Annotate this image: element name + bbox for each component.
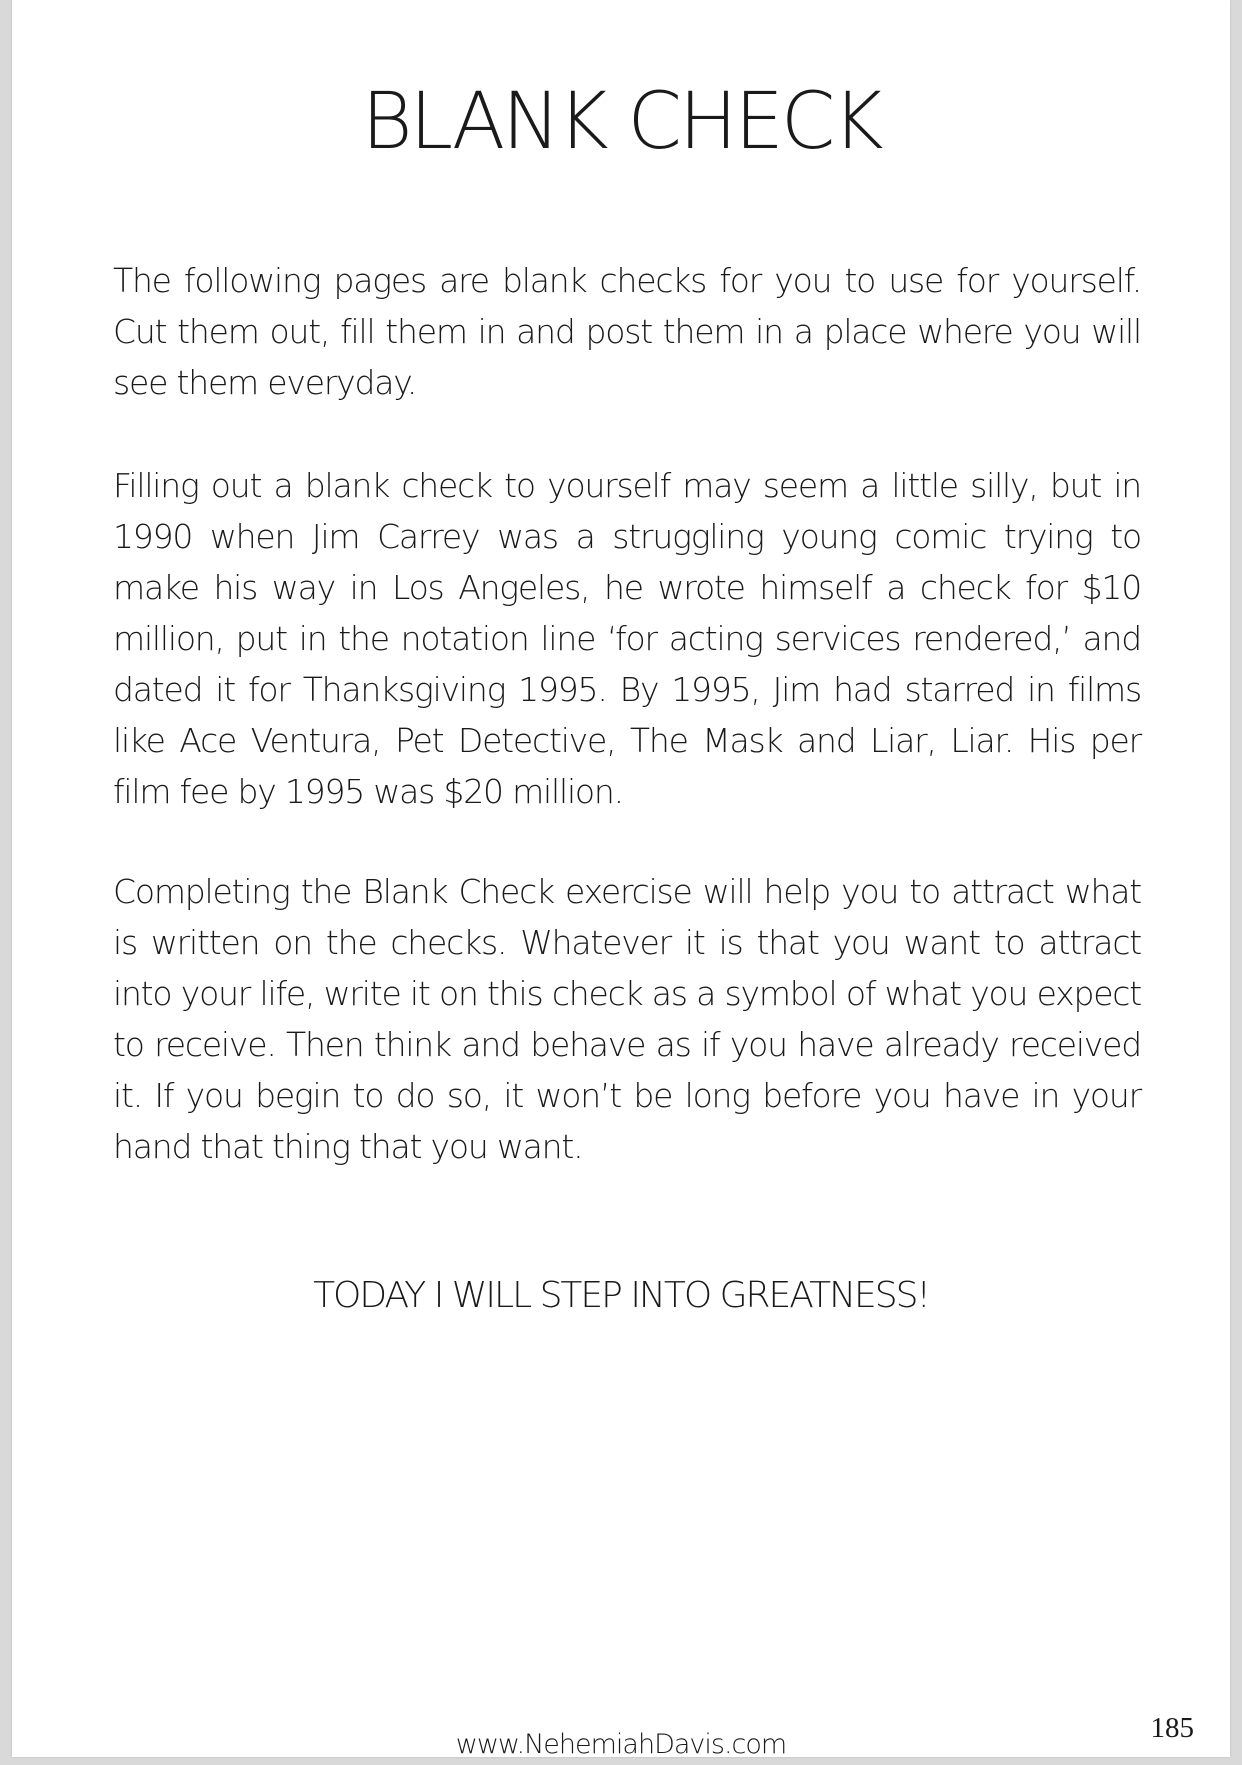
paragraph-intro: The following pages are blank checks for you to use for yourself. Cut them out, fill them in and post them in a place where you will see them everyday.	[113, 261, 1141, 402]
page-number: 185	[1150, 1712, 1194, 1744]
footer-website-url: www.NehemiahDavis.com	[455, 1729, 787, 1760]
paragraph-exercise-explanation: Completing the Blank Check exercise will help you to attract what is written on the checks. Whatever it is that you want to attract into your life, write it on this check as a symbol of what you expect to receive. Then think and behave as if you have already received it. If you begin to do so, it won’t be long before you have in your hand that thing that you want.	[113, 872, 1141, 1166]
document-page	[12, 0, 1230, 1760]
paragraph-jim-carrey-story: Filling out a blank check to yourself may seem a little silly, but in 1990 when Jim Carrey was a struggling young comic trying to make his way in Los Angeles, he wrote himself a check for $10 million, put in the notation line ‘for acting services rendered,’ and dated it for Thanksgiving 1995. By 1995, Jim had starred in films like Ace Ventura, Pet Detective, The Mask and Liar, Liar. His per film fee by 1995 was $20 million.	[113, 466, 1141, 811]
page-title: BLANK CHECK	[361, 77, 881, 167]
motto-text: TODAY I WILL STEP INTO GREATNESS!	[313, 1275, 929, 1316]
